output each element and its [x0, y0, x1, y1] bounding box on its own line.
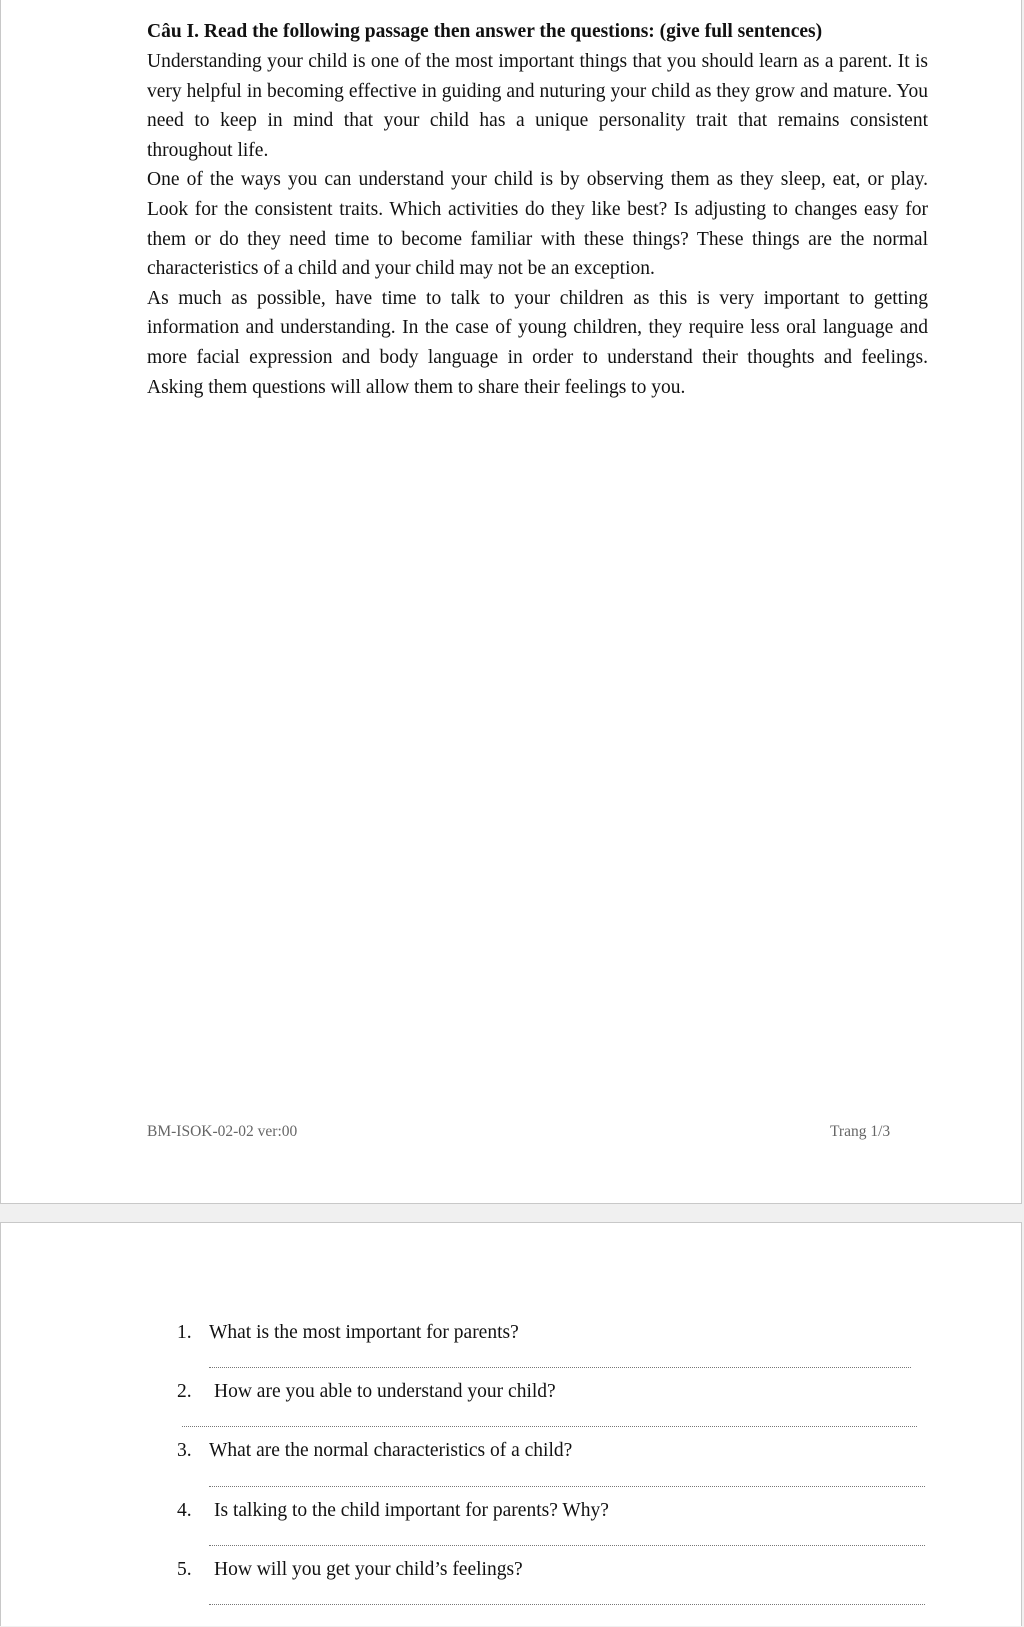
question-list — [1, 1223, 1023, 1627]
question-1 — [177, 1320, 519, 1346]
document-page-2 — [0, 1222, 1022, 1626]
passage-paragraph-1: Understanding your child is one of the most important things that you should learn as a parent. It is very helpful in becoming effective in guiding and nuturing your child as they grow and mature. You need to keep in mind that your child has a unique personality trait that remains consistent throughout life. — [147, 51, 928, 161]
question-number: 1. — [177, 1322, 192, 1343]
question-5 — [177, 1557, 523, 1583]
question-text: How will you get your child’s feelings? — [214, 1559, 523, 1580]
question-number: 2. — [177, 1381, 192, 1402]
question-number: 5. — [177, 1559, 192, 1580]
answer-line-3[interactable] — [209, 1486, 925, 1487]
exercise-heading: Câu I. Read the following passage then answer the questions: (give full sentences) — [147, 21, 823, 42]
reading-passage — [147, 47, 928, 402]
question-number: 3. — [177, 1440, 192, 1461]
question-text: How are you able to understand your child? — [214, 1381, 556, 1402]
form-code-footer: BM-ISOK-02-02 ver:00 — [147, 1123, 298, 1140]
page-number-footer: Trang 1/3 — [830, 1123, 891, 1140]
passage-paragraph-3: As much as possible, have time to talk to your children as this is very important to getting information and understanding. In the case of young children, they require less oral language and more facial expression and body language in order to understand their thoughts and feelings. Asking them questions will allow them to share their feelings to you. — [147, 287, 928, 398]
question-3 — [177, 1438, 572, 1464]
question-4 — [177, 1498, 609, 1524]
question-text: What is the most important for parents? — [209, 1322, 519, 1343]
question-2 — [177, 1379, 556, 1405]
passage-paragraph-2: One of the ways you can understand your child is by observing them as they sleep, eat, or play. Look for the consistent traits. Which activities do they like best? Is adjusting to changes easy for them or do they need time to become familiar with these things? These things are the normal characteristics of a child and your child may not be an exception. — [147, 169, 928, 280]
answer-line-1[interactable] — [209, 1367, 911, 1368]
question-text: What are the normal characteristics of a child? — [209, 1440, 573, 1461]
question-number: 4. — [177, 1500, 192, 1521]
answer-line-4[interactable] — [209, 1545, 925, 1546]
answer-line-2[interactable] — [182, 1426, 917, 1427]
answer-line-5[interactable] — [209, 1604, 925, 1605]
question-text: Is talking to the child important for parents? Why? — [214, 1500, 609, 1521]
